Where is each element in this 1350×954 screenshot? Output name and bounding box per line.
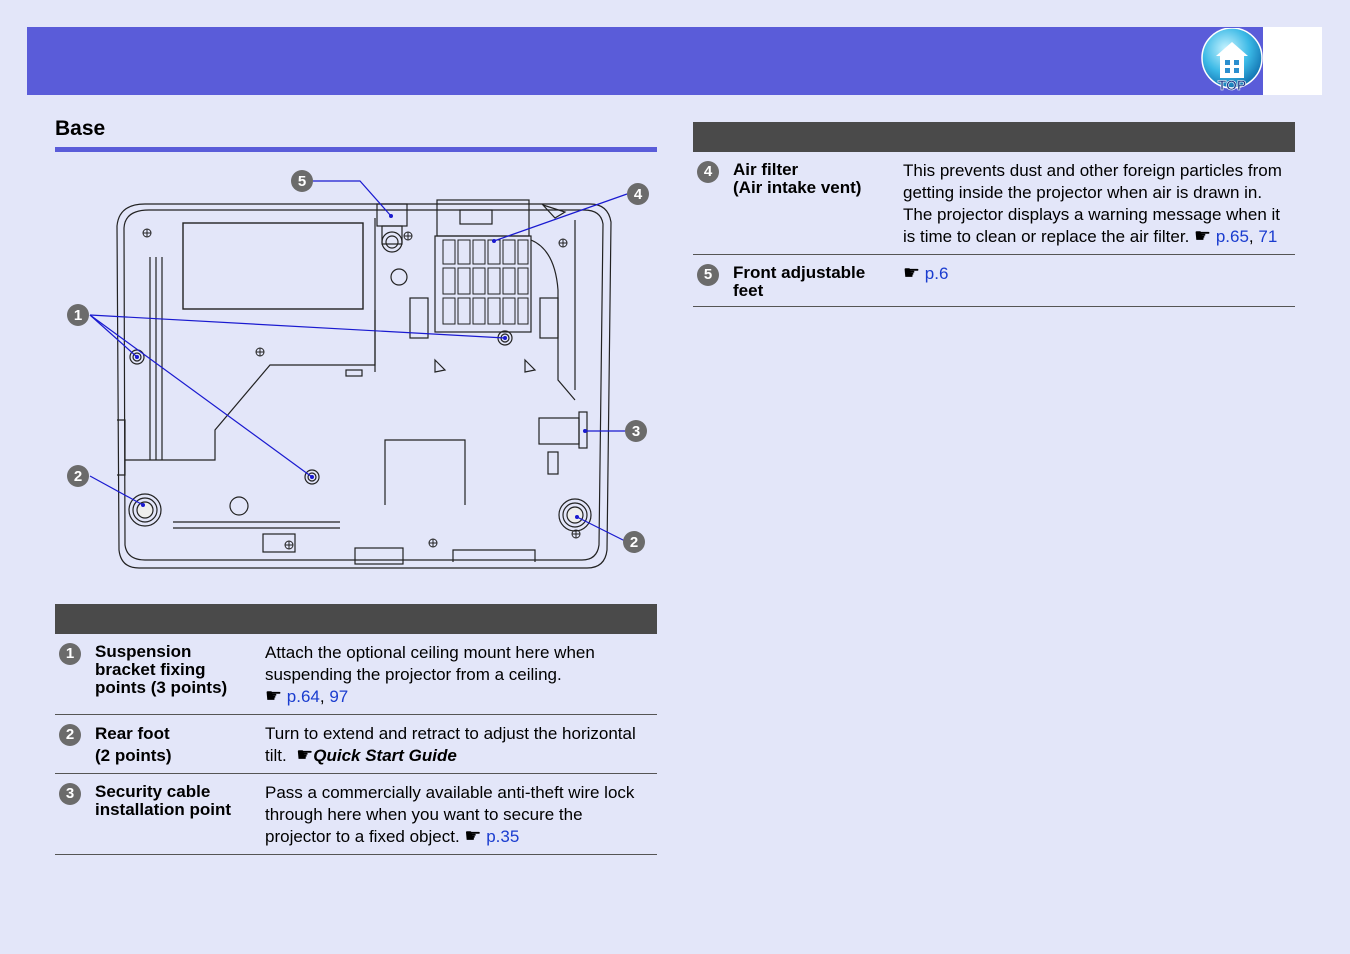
number-badge: 1 (59, 643, 81, 665)
hand-pointer-icon: ☛ (265, 686, 283, 707)
top-button[interactable] (1200, 28, 1264, 92)
page-link[interactable]: 97 (329, 687, 349, 706)
callout-5 (291, 170, 313, 192)
svg-text:5: 5 (297, 173, 307, 190)
svg-text:2: 2 (73, 468, 83, 485)
part-name: Air filter (Air intake vent) (729, 152, 899, 255)
part-name: Security cable installation point (91, 774, 261, 855)
svg-text:3: 3 (631, 423, 641, 440)
svg-text:1: 1 (73, 307, 83, 324)
page-link[interactable]: 71 (1258, 227, 1278, 246)
header-corner (1263, 27, 1322, 95)
table-row (693, 255, 1295, 307)
projector-base-diagram (55, 160, 657, 580)
part-description: Attach the optional ceiling mount here when suspending the projector from a ceiling. ☛ p.64, 97 (261, 634, 657, 715)
table-row (693, 152, 1295, 255)
table-header-row (693, 122, 1295, 152)
part-description: This prevents dust and other foreign particles from getting inside the projector when air is drawn in. The projector displays a warning message when it is time to clean or replace the air filter. ☛ p.65, 71 (899, 152, 1295, 255)
hand-pointer-icon: ☛ (1194, 226, 1212, 247)
part-name: Rear foot (2 points) (91, 715, 261, 774)
hand-pointer-icon: ☛ (903, 263, 921, 284)
table-row (55, 715, 657, 774)
part-name: Suspension bracket fixing points (3 points) (91, 634, 261, 715)
hand-pointer-icon: ☛ (464, 826, 482, 847)
quick-start-guide-link[interactable]: Quick Start Guide (313, 746, 457, 765)
parts-table-left (55, 604, 657, 855)
part-description: Pass a commercially available anti-theft wire lock through here when you want to secure the projector to a fixed object. ☛ p.35 (261, 774, 657, 855)
part-description: Turn to extend and retract to adjust the horizontal tilt. ☛Quick Start Guide (261, 715, 657, 774)
top-button-label: TOP (1217, 77, 1247, 92)
home-icon (1200, 28, 1264, 92)
callout-4 (627, 183, 649, 205)
number-badge: 2 (59, 724, 81, 746)
svg-text:4: 4 (633, 186, 643, 203)
parts-table-right (693, 122, 1295, 307)
table-row (55, 634, 657, 715)
number-badge: 5 (697, 264, 719, 286)
number-badge: 3 (59, 783, 81, 805)
page-link[interactable]: p.6 (924, 264, 949, 283)
callout-3 (625, 420, 647, 442)
page-link[interactable]: p.65 (1215, 227, 1249, 246)
callout-2-left (67, 465, 89, 487)
part-description (899, 255, 1295, 307)
header-bar (27, 27, 1263, 95)
callout-2-right (623, 531, 645, 553)
section-title: Base (55, 117, 106, 140)
hand-pointer-icon: ☛ (296, 745, 314, 766)
number-badge: 4 (697, 161, 719, 183)
page-link[interactable]: p.35 (486, 827, 520, 846)
section-rule (55, 147, 657, 152)
table-header-row (55, 604, 657, 634)
page-link[interactable]: p.64 (286, 687, 320, 706)
svg-text:2: 2 (629, 534, 639, 551)
callout-1 (67, 304, 89, 326)
table-row (55, 774, 657, 855)
part-name: Front adjustable feet (729, 255, 899, 307)
